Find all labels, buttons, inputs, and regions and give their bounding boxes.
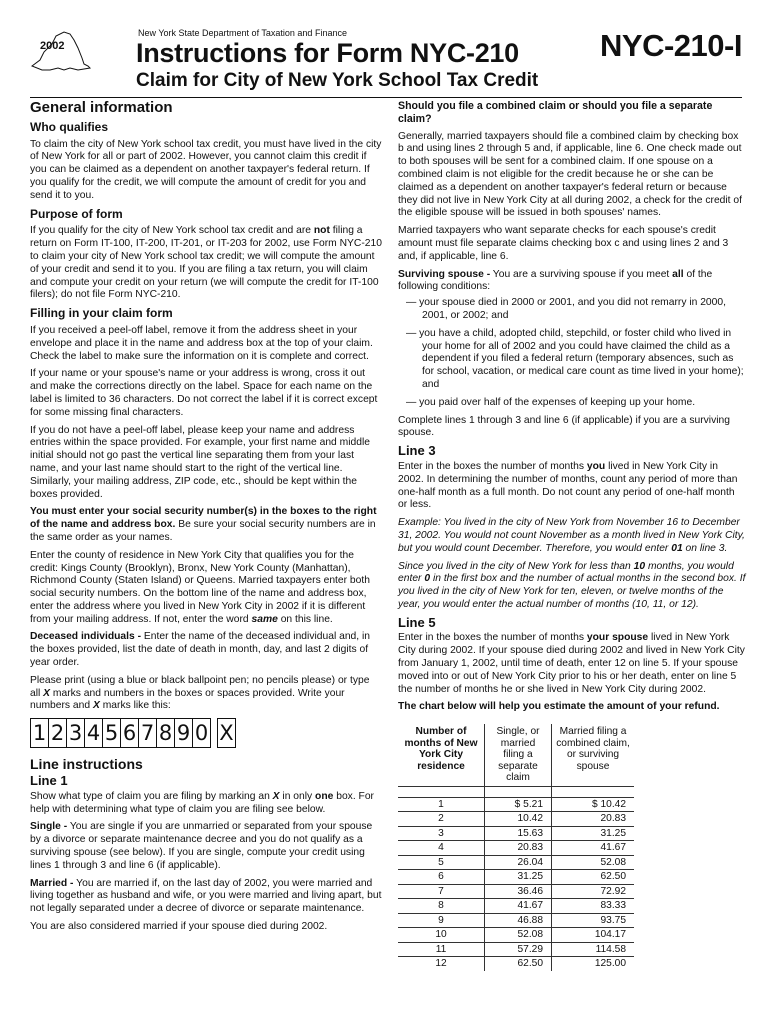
cell-single: 26.04 [485,855,552,870]
refund-table-wrap [398,724,746,971]
line1-one: one [315,790,334,802]
table-row [398,884,634,899]
since-text-a: Since you lived in the city of New York for less than [398,560,634,572]
cell-single: 46.88 [485,913,552,928]
cell-combined: 125.00 [552,957,635,971]
cell-combined: 41.67 [552,841,635,856]
condition-item: — you paid over half of the expenses of keeping up your home. [406,396,696,408]
complete-lines-paragraph: Complete lines 1 through 3 and line 6 (if applicable) if you are a surviving spouse. [398,414,730,439]
since-0: 0 [424,573,431,585]
cell-months: 6 [398,870,485,885]
print-x-2: X [92,700,100,712]
line-3-heading: Line 3 [398,443,436,459]
condition-item: — you have a child, adopted child, stepchild, or foster child who lived in your home for all of 2002 and you could have claimed the child as a dependent if you filed a federal return (temporary absences, such as for school, vacation, or medical care count as time lived in your home); and [406,327,744,390]
surviving-text-a: You are a surviving spouse if you meet [490,268,673,280]
cell-single: 15.63 [485,826,552,841]
form-id: NYC-210-I [600,28,742,63]
condition-item: — your spouse died in 2000 or 2001, and you did not remarry in 2000, 2001, or 2002; and [406,297,726,321]
filling-paragraph-2: If your name or your spouse's name or your address is wrong, cross it out and make the corrections directly on the label. Space for each name on the label is limited to 36 characters. Do not correct the label if it is correct except for some missing final characters. [30,368,378,418]
cell-months: 1 [398,797,485,812]
purpose-heading: Purpose of form [30,206,123,221]
line-1-heading: Line 1 [30,773,68,789]
filling-paragraph-1: If you received a peel-off label, remove it from the address sheet in your envelope and place it in the name and address box at the top of your claim. Check the label to make sure the information on it is complete and correct. [30,324,373,362]
cell-combined: 93.75 [552,913,635,928]
county-text-b: on this line. [277,613,333,625]
cell-months: 10 [398,928,485,943]
since-text-b: months, you would enter [398,560,734,585]
filling-heading: Filling in your claim form [30,306,173,321]
line3-text-b: lived in New York City in 2002. In determining the number of months, count any period of more than one-half month as a full month. Do not count any period of one-half month or less. [398,460,738,511]
digit-sample-boxes [30,718,382,748]
table-row [398,797,634,812]
deceased-paragraph [30,631,382,669]
cell-single: 20.83 [485,841,552,856]
digit-box: 1 [30,718,48,748]
line-3-since [398,561,746,612]
who-qualifies-heading: Who qualifies [30,119,108,134]
county-text-a: Enter the county of residence in New York City that qualifies you for the credit: Kings County (Brooklyn), Bronx, New York County (Manhattan), Richmond County (Staten Island) or Queens. Married taxpayers enter both social security numbers. On the bottom line of the name and address box, enter the address where you lived in New York City in 2002 if it is different from your mailing address. If not, enter the word [30,549,370,625]
table-row [398,913,634,928]
cell-single: $ 5.21 [485,797,552,812]
single-rest: You are single if you are unmarried or separated from your spouse by a divorce or separate maintenance decree and you do not qualify as a surviving spouse (see below). If you are single, compute your credit using lines 1 through 3 and line 6 (if applicable). [30,821,373,871]
cell-combined: 83.33 [552,899,635,914]
cell-months: 11 [398,942,485,957]
print-paragraph [30,675,382,713]
new-york-state-outline-logo [30,30,92,74]
digit-box: 5 [102,718,120,748]
surviving-text-b: of the following conditions: [398,268,713,293]
digit-box: 8 [156,718,174,748]
digit-box: 2 [48,718,66,748]
purpose-text-not: not [313,225,330,237]
line-1-text [30,791,382,817]
ssn-rest: Be sure your social security numbers are in the same order as your names. [30,519,376,543]
cell-single: 31.25 [485,870,552,885]
line-5-text [398,632,746,696]
table-header-combined: Married filing a combined claim, or surviving spouse [552,724,635,786]
digit-box: 6 [120,718,138,748]
table-header-single: Single, or married filing a separate claim [485,724,552,786]
line5-text-a: Enter in the boxes the number of months [398,632,587,644]
deceased-rest: Enter the name of the deceased individual and, in the boxes provided, list the date of death in month, day, and last 2 digits of year order. [30,631,371,669]
table-header-months: Number of months of New York City residence [404,726,478,772]
line1-x: X [272,790,280,802]
cell-months: 9 [398,913,485,928]
married-paragraph [30,878,382,916]
cell-combined: $ 10.42 [552,797,635,812]
cell-combined: 20.83 [552,812,635,827]
cell-months: 7 [398,884,485,899]
line1-text-b: in only [279,790,316,802]
table-row [398,812,634,827]
cell-single: 36.46 [485,884,552,899]
combined-paragraph-1: Generally, married taxpayers should file a combined claim by checking box b and using lines 2 through 5 and, if applicable, line 6. One check made out to both spouses will be sent for a combined claim. If one spouse on a combined claim is not eligible for the credit because he or she can be claimed as a dependent on another taxpayer's federal return or because they did not live in New York City at all during 2002, a check for the credit of the eligible spouse will be issued in both spouses' names. [398,130,742,219]
line3-text-a: Enter in the boxes the number of months [398,460,587,472]
cell-single: 57.29 [485,942,552,957]
line-3-text [398,461,746,512]
page-title: Instructions for Form NYC-210 [136,38,519,68]
department-name: New York State Department of Taxation and Finance [138,28,347,38]
print-text-b: marks and numbers in the boxes or spaces provided. Write your numbers and [30,687,345,712]
example-text-a: Example: You lived in the city of New York from November 16 to December 31, 2002. You would not count November as a month lived in New York City, but you would count December. Therefore, you would enter [398,517,745,554]
left-column [30,100,382,939]
table-row [398,957,634,971]
purpose-text-b: filing a return on Form IT-100, IT-200, IT-201, or IT-203 for 2002, use Form NYC-210 to claim your city of New York school tax credit; we will compute the amount of your credit and send it to you. If you are filing a tax return, you will claim and compute your credit on your return (we will compute the credit for IT-100 filers); do not file Form NYC-210. [30,225,382,301]
page-subtitle: Claim for City of New York School Tax Credit [136,70,539,91]
cell-single: 10.42 [485,812,552,827]
surviving-paragraph [398,269,746,295]
ssn-paragraph [30,506,382,544]
digit-box: 0 [192,718,211,748]
cell-combined: 72.92 [552,884,635,899]
surviving-all: all [672,268,684,280]
combined-paragraph-2: Married taxpayers who want separate checks for each spouse's credit amount must file separate claims checking box c and using lines 2 and 3 and, if applicable, line 6. [398,225,729,262]
digit-box: 4 [84,718,102,748]
cell-months: 4 [398,841,485,856]
chart-intro: The chart below will help you estimate the amount of your refund. [398,701,720,713]
county-same: same [251,613,278,625]
since-10: 10 [633,560,646,572]
cell-months: 8 [398,899,485,914]
who-qualifies-text: To claim the city of New York school tax credit, you must have lived in the city of New York for all or part of 2002. However, you cannot claim this credit if you can be claimed as a dependent on another taxpayer's federal return. If you qualify for the credit, we will compute the amount of credit for you and send it to you. [30,138,382,201]
table-row [398,870,634,885]
purpose-text [30,225,382,302]
tax-year: 2002 [40,40,65,52]
single-bold: Single - [30,821,68,833]
line-instructions-heading: Line instructions [30,756,143,773]
purpose-text-a: If you qualify for the city of New York school tax credit and are [30,225,314,237]
line3-you: you [586,460,606,472]
right-column [398,100,746,971]
line1-text-c: box. For help with determining what type of claim you are filing see below. [30,790,374,815]
cell-months: 5 [398,855,485,870]
cell-combined: 62.50 [552,870,635,885]
combined-heading: Should you file a combined claim or should you file a separate claim? [398,100,713,125]
cell-combined: 114.58 [552,942,635,957]
line-5-heading: Line 5 [398,614,436,630]
single-paragraph [30,821,382,872]
filling-paragraph-3: If you do not have a peel-off label, please keep your name and address entries within the space provided. For example, your first name and middle initial should not go past the vertical line separating them from your last name, and your last name should start to the right of the vertical line. Similarly, your mailing address, ZIP code, etc., should be kept within the boxes provided. [30,424,370,500]
print-text-c: marks like this: [99,700,171,712]
cell-combined: 31.25 [552,826,635,841]
county-paragraph [30,550,382,627]
surviving-bold: Surviving spouse - [398,268,491,280]
since-text-c: in the first box and the number of actual months in the second box. If you lived in the city of New York for ten, eleven, or twelve months of the year, you would enter the actual number of months (10, 11, or 12). [398,573,746,610]
ssn-bold: You must enter your social security number(s) in the boxes to the right of the name and address box. [30,506,377,531]
line5-spouse: your spouse [586,632,649,644]
refund-table [398,724,634,971]
digit-box: 7 [138,718,156,748]
married-rest: You are married if, on the last day of 2002, you were married and living together as husband and wife, or you were married and living apart, but not legally separated under a decree of divorce or separate maintenance. [30,877,382,915]
line5-text-b: lived in New York City during 2002. If your spouse died during 2002 and lived in New York City from January 1, 2002, until time of death, enter 12 on line 5. If your spouse moved into or out of New York City prior to his or her death, enter on line 5 the number of months he or she lived in New York City during 2002. [398,632,745,695]
table-row [398,899,634,914]
example-text-b: on line 3. [682,542,728,554]
table-row [398,855,634,870]
example-01: 01 [671,542,683,554]
cell-combined: 52.08 [552,855,635,870]
line1-text-a: Show what type of claim you are filing by marking an [30,790,273,802]
digit-box: 9 [174,718,192,748]
table-row [398,928,634,943]
line-3-example [398,517,746,555]
married-bold: Married - [30,877,74,889]
cell-combined: 104.17 [552,928,635,943]
x-mark-box: X [217,718,236,748]
cell-single: 52.08 [485,928,552,943]
table-row [398,942,634,957]
table-row [398,826,634,841]
digit-box: 3 [66,718,84,748]
cell-single: 62.50 [485,957,552,971]
cell-single: 41.67 [485,899,552,914]
general-info-heading: General information [30,99,173,116]
print-text-a: Please print (using a blue or black ballpoint pen; no pencils please) or type all [30,674,370,699]
cell-months: 3 [398,826,485,841]
deceased-bold: Deceased individuals - [30,631,142,643]
print-x-1: X [43,687,51,699]
married-died-paragraph: You are also considered married if your spouse died during 2002. [30,921,328,933]
cell-months: 2 [398,812,485,827]
table-row [398,841,634,856]
header-divider [30,97,742,98]
cell-months: 12 [398,957,485,971]
